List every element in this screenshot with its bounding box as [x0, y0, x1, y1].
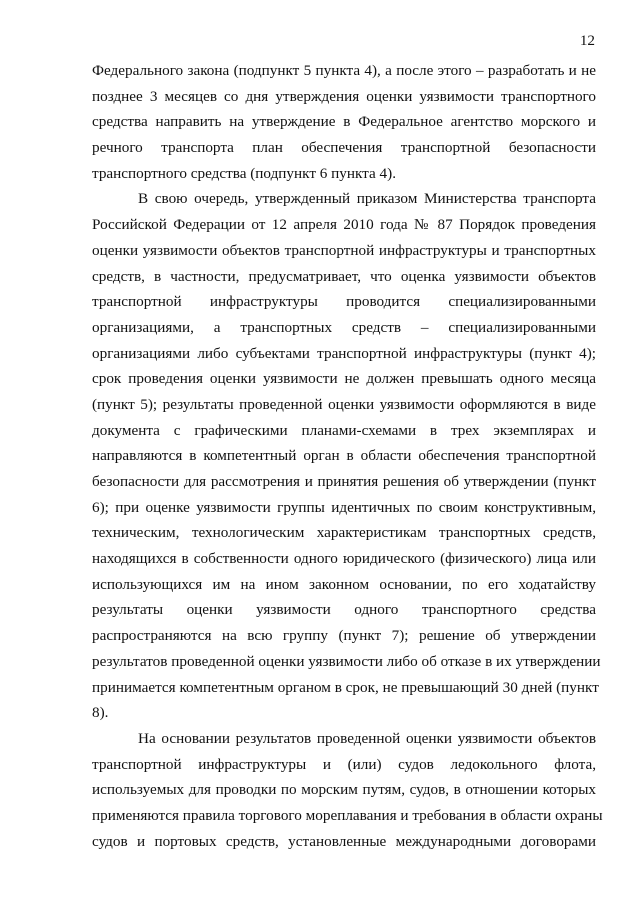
- text-line: безопасности для рассмотрения и принятия решения об утверждении (пункт: [92, 473, 596, 490]
- text-line: срок проведения оценки уязвимости не должен превышать одного месяца: [92, 370, 596, 388]
- text-line: организациями либо субъектами транспортной инфраструктуры (пункт 4);: [92, 344, 596, 362]
- paragraph-3: [92, 726, 603, 854]
- text-line: судов и портовых средств, установленные международными договорами: [92, 832, 596, 850]
- paragraph-1: [92, 58, 596, 186]
- body-text: [92, 58, 603, 854]
- text-line: распространяются на всю группу (пункт 7); решение об утверждении: [92, 627, 596, 645]
- text-line: использующихся им на ином законном основании, по его ходатайству: [92, 575, 596, 593]
- text-line: находящихся в собственности одного юридического (физического) лица или: [92, 550, 596, 568]
- text-line: средства направить на утверждение в Федеральное агентство морского и: [92, 113, 596, 131]
- text-line: организациями, а транспортных средств – специализированными: [92, 318, 596, 336]
- paragraph-2: [92, 186, 601, 725]
- text-line: 6); при оценке уязвимости группы идентичных по своим конструктивным,: [92, 498, 596, 516]
- text-line: На основании результатов проведенной оценки уязвимости объектов: [138, 729, 596, 747]
- text-line: позднее 3 месяцев со дня утверждения оценки уязвимости транспортного: [92, 87, 596, 105]
- text-line: оценки уязвимости объектов транспортной инфраструктуры и транспортных: [92, 241, 596, 259]
- text-line: средств, в частности, предусматривает, что оценка уязвимости объектов: [92, 267, 596, 285]
- text-line: транспортной инфраструктуры и (или) судов ледокольного флота,: [92, 755, 596, 773]
- text-line: используемых для проводки по морским путям, судов, в отношении которых: [92, 781, 596, 799]
- text-line: речного транспорта план обеспечения транспортной безопасности: [92, 139, 596, 157]
- text-line: направляются в компетентный орган в области обеспечения транспортной: [92, 447, 596, 465]
- text-line: транспортного средства (подпункт 6 пункта 4).: [92, 164, 396, 182]
- text-line: В свою очередь, утвержденный приказом Министерства транспорта: [138, 190, 596, 208]
- text-line: транспортной инфраструктуры проводится специализированными: [92, 293, 596, 311]
- text-line: результатов проведенной оценки уязвимости либо об отказе в их утверждении: [92, 652, 601, 670]
- page-number: 12: [579, 32, 595, 49]
- text-line: Российской Федерации от 12 апреля 2010 года № 87 Порядок проведения: [92, 216, 596, 234]
- text-line: 8).: [92, 704, 109, 722]
- text-line: (пункт 5); результаты проведенной оценки уязвимости оформляются в виде: [92, 395, 596, 413]
- text-line: принимается компетентным органом в срок, не превышающий 30 дней (пункт: [92, 678, 599, 696]
- text-line: результаты оценки уязвимости одного транспортного средства: [92, 601, 596, 619]
- text-line: применяются правила торгового мореплавания и требования в области охраны: [92, 806, 603, 824]
- text-line: документа с графическими планами-схемами в трех экземплярах и: [92, 421, 596, 439]
- text-line: Федерального закона (подпункт 5 пункта 4), а после этого – разработать и не: [92, 62, 596, 79]
- text-line: техническим, технологическим характеристикам транспортных средств,: [92, 524, 596, 542]
